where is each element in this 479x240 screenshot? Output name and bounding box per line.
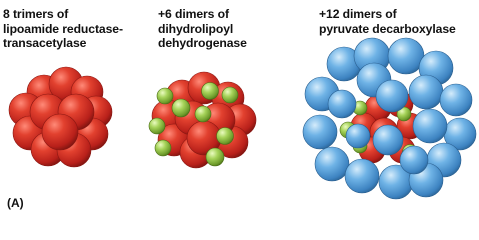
green-subunit [222, 87, 238, 103]
blue-subunit [345, 159, 379, 193]
label-e3-line-2: dihydrolipoyl [158, 21, 234, 36]
blue-subunit [303, 115, 337, 149]
blue-subunit [328, 90, 356, 118]
label-e2-line-3: transacetylase [3, 36, 87, 50]
blue-subunit [409, 75, 443, 109]
blue-subunit [388, 38, 424, 74]
blue-subunit [376, 80, 408, 112]
label-e3-line-1: +6 dimers of [158, 7, 229, 21]
label-e2-line-2: lipoamide reductase- [3, 21, 123, 36]
green-subunit [206, 148, 224, 166]
green-subunit [157, 88, 173, 104]
blue-subunit [373, 125, 403, 155]
green-subunit [202, 83, 219, 100]
label-e1-line-2: pyruvate decarboxylase [319, 21, 456, 36]
red-subunit [42, 114, 78, 150]
green-subunit [149, 118, 165, 134]
e2-e3-cluster [149, 72, 256, 168]
blue-subunit [440, 84, 472, 116]
label-e1-line-1: +12 dimers of [319, 7, 397, 21]
green-subunit [195, 106, 211, 122]
green-subunit [172, 99, 190, 117]
full-pdh-complex-cluster [303, 38, 476, 199]
blue-subunit [400, 146, 428, 174]
e2-core-cluster [9, 67, 112, 167]
blue-subunit [413, 109, 447, 143]
green-subunit [217, 128, 234, 145]
label-e2-line-1: 8 trimers of [3, 7, 69, 21]
green-subunit [155, 140, 171, 156]
label-e3-line-3: dehydrogenase [158, 36, 247, 50]
blue-subunit [315, 147, 349, 181]
blue-subunit [346, 124, 370, 148]
panel-label: (A) [7, 196, 24, 210]
